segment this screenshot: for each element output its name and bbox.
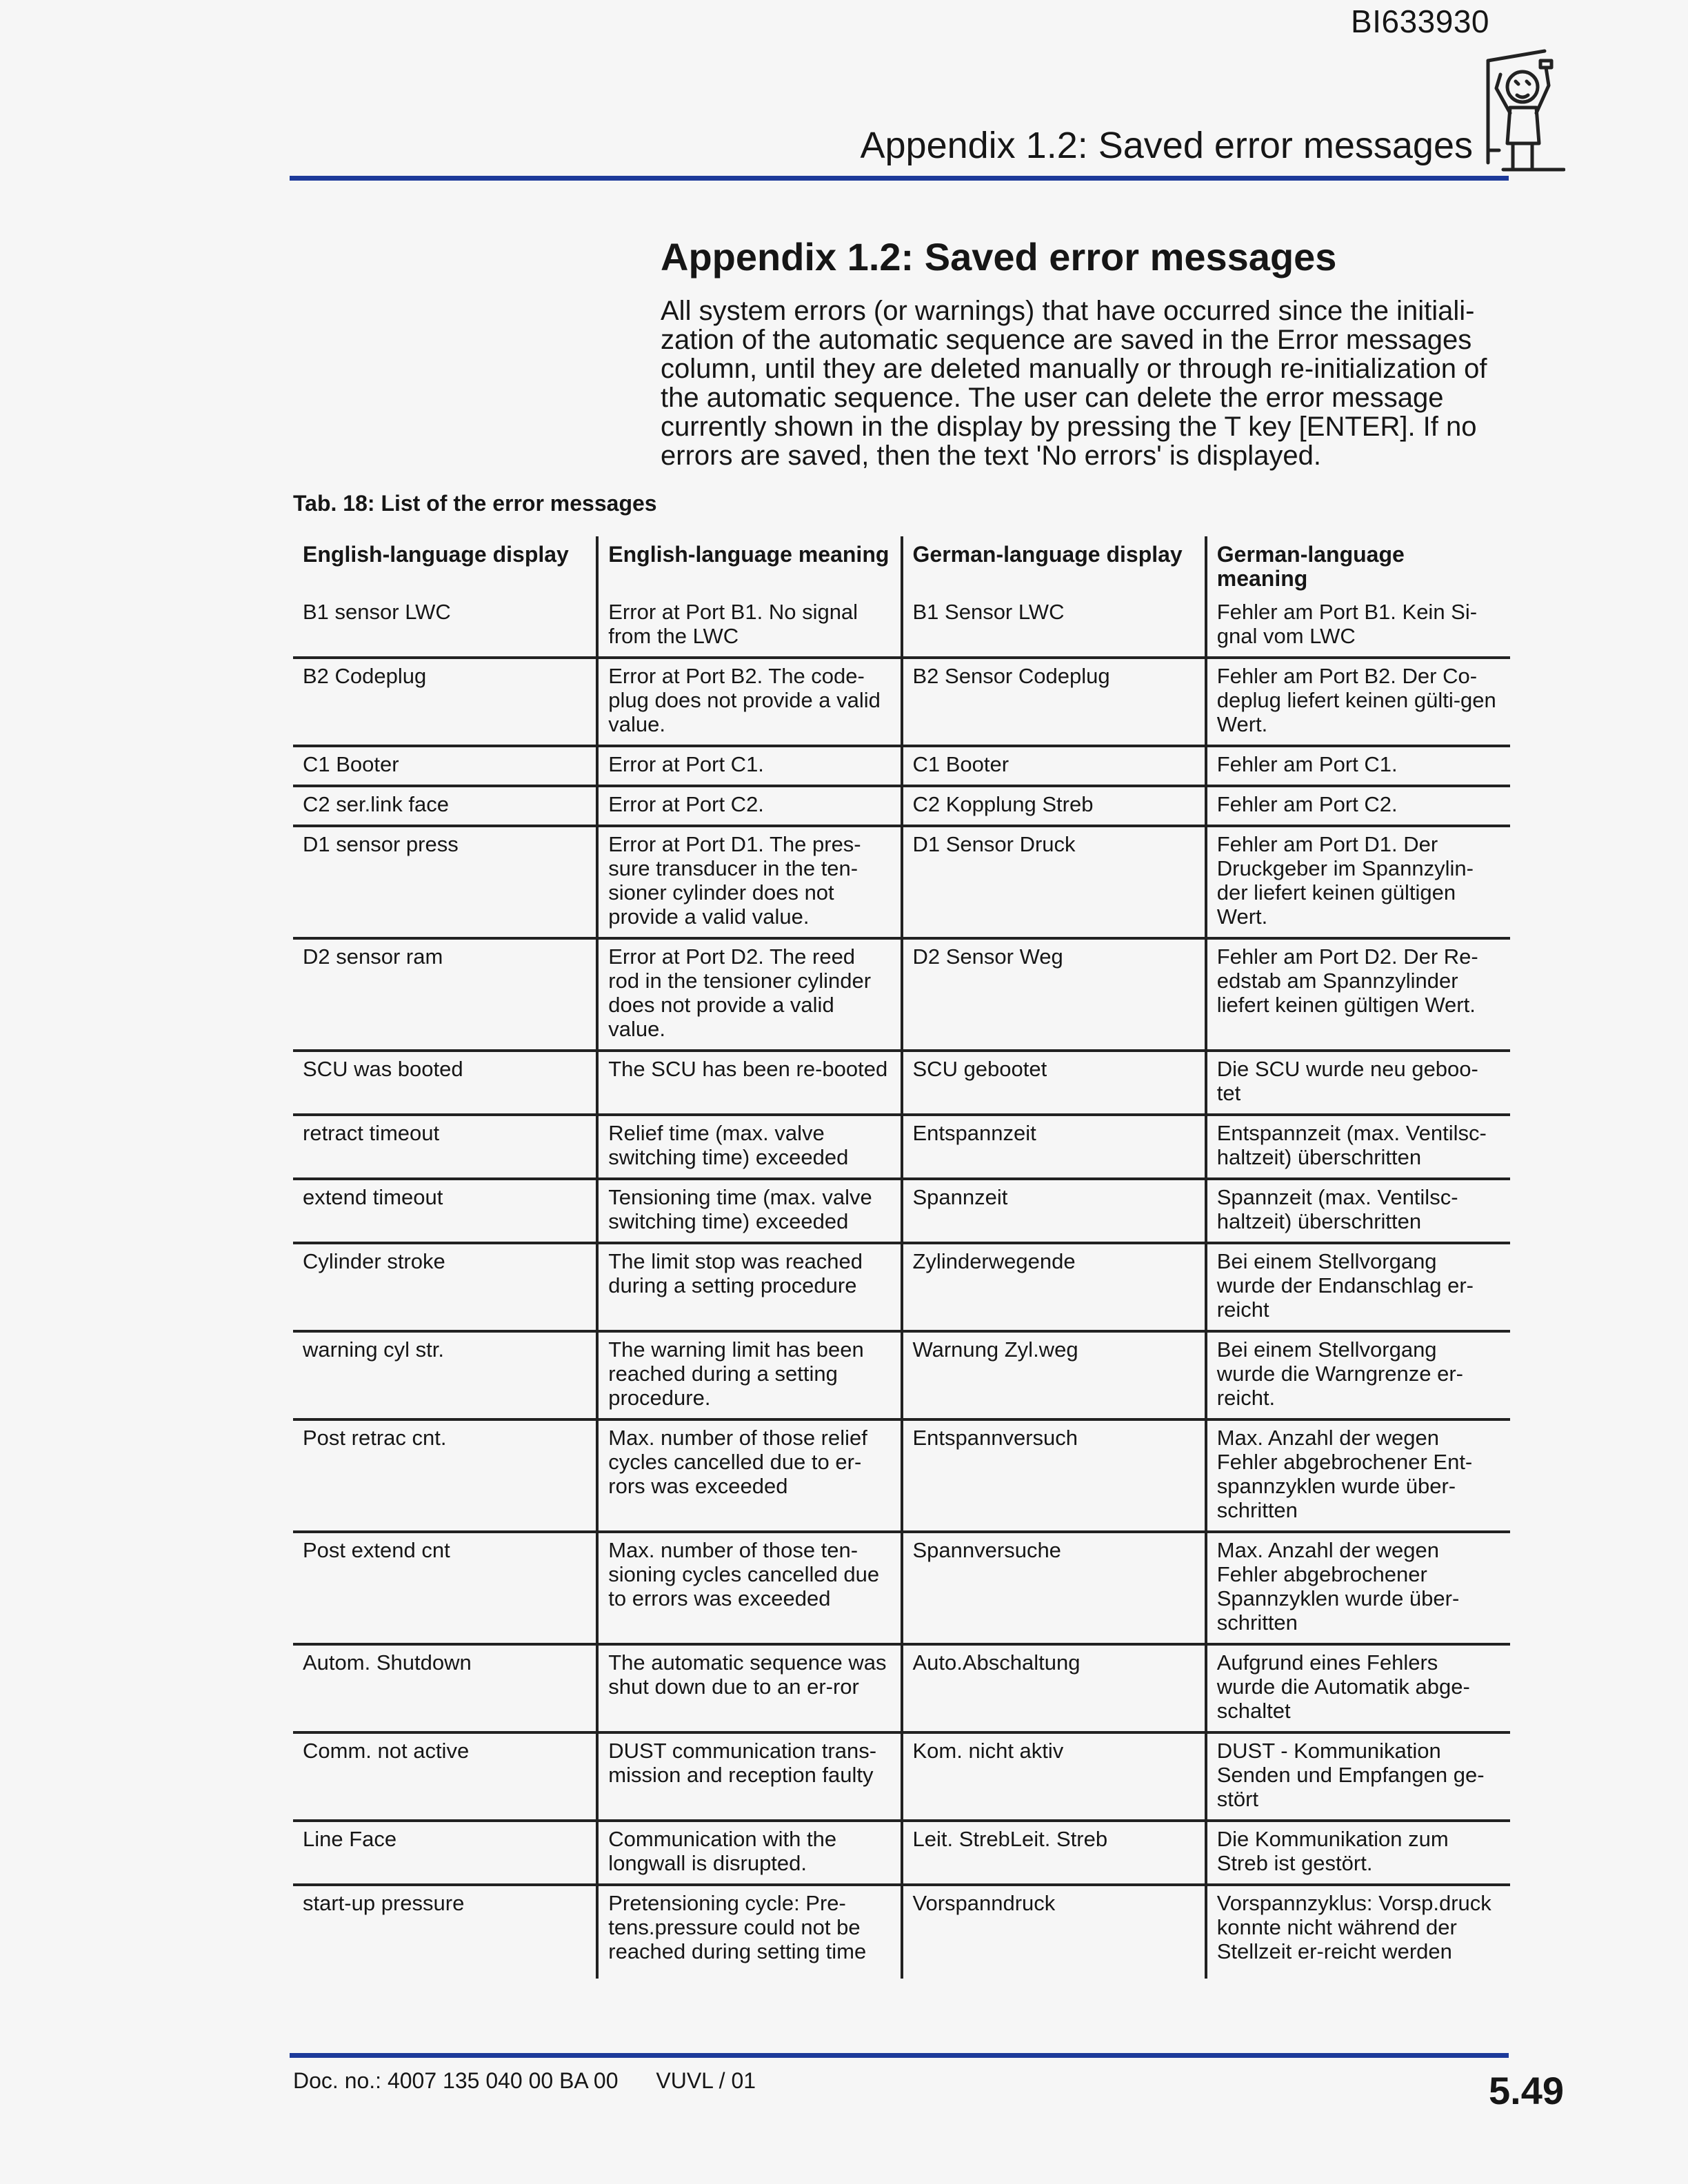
table-cell: Kom. nicht aktiv bbox=[902, 1732, 1206, 1821]
table-cell: Bei einem Stellvorgang wurde der Endanschlag er-reicht bbox=[1206, 1243, 1510, 1331]
table-cell: Entspannversuch bbox=[902, 1419, 1206, 1532]
table-cell: Post retrac cnt. bbox=[293, 1419, 597, 1532]
error-messages-table bbox=[293, 536, 1510, 1979]
table-cell: The automatic sequence was shut down due to an er-ror bbox=[597, 1644, 901, 1732]
column-header: English-language meaning bbox=[597, 536, 901, 595]
table-cell: Communication with the longwall is disrupted. bbox=[597, 1821, 901, 1885]
table-cell: SCU gebootet bbox=[902, 1051, 1206, 1115]
table-cell: D1 Sensor Druck bbox=[902, 826, 1206, 938]
table-cell: C2 Kopplung Streb bbox=[902, 786, 1206, 826]
table-row bbox=[293, 1644, 1510, 1732]
table-cell: D2 sensor ram bbox=[293, 938, 597, 1051]
table-row bbox=[293, 1885, 1510, 1979]
table-cell: Warnung Zyl.weg bbox=[902, 1331, 1206, 1419]
table-cell: extend timeout bbox=[293, 1179, 597, 1243]
table-cell: Max. number of those relief cycles cancelled due to er-rors was exceeded bbox=[597, 1419, 901, 1532]
table-cell: Entspannzeit bbox=[902, 1115, 1206, 1179]
table-cell: Error at Port C2. bbox=[597, 786, 901, 826]
column-header: German-language display bbox=[902, 536, 1206, 595]
table-row bbox=[293, 1532, 1510, 1644]
table-cell: The SCU has been re-booted bbox=[597, 1051, 901, 1115]
footer-divider bbox=[290, 2053, 1509, 2058]
table-cell: D1 sensor press bbox=[293, 826, 597, 938]
running-header-title: Appendix 1.2: Saved error messages bbox=[860, 125, 1473, 166]
worker-with-wrench-icon bbox=[1483, 47, 1565, 176]
document-number: Doc. no.: 4007 135 040 00 BA 00 bbox=[293, 2068, 619, 2093]
table-cell: The warning limit has been reached during a setting procedure. bbox=[597, 1331, 901, 1419]
table-cell: Spannzeit bbox=[902, 1179, 1206, 1243]
table-cell: The limit stop was reached during a setting procedure bbox=[597, 1243, 901, 1331]
table-cell: Die Kommunikation zum Streb ist gestört. bbox=[1206, 1821, 1510, 1885]
table-cell: D2 Sensor Weg bbox=[902, 938, 1206, 1051]
table-cell: Error at Port D1. The pres-sure transducer in the ten-sioner cylinder does not provide a valid value. bbox=[597, 826, 901, 938]
table-cell: Autom. Shutdown bbox=[293, 1644, 597, 1732]
table-cell: Aufgrund eines Fehlers wurde die Automatik abge-schaltet bbox=[1206, 1644, 1510, 1732]
column-header: German-language meaning bbox=[1206, 536, 1510, 595]
table-cell: C2 ser.link face bbox=[293, 786, 597, 826]
table-cell: Fehler am Port B2. Der Co-deplug liefert keinen gülti-gen Wert. bbox=[1206, 658, 1510, 746]
table-cell: start-up pressure bbox=[303, 1891, 465, 1915]
table-cell: Entspannzeit (max. Ventilsc-haltzeit) überschritten bbox=[1206, 1115, 1510, 1179]
table-cell: Fehler am Port C1. bbox=[1206, 746, 1510, 786]
table-cell: Relief time (max. valve switching time) exceeded bbox=[597, 1115, 901, 1179]
intro-paragraph: All system errors (or warnings) that have occurred since the initiali-zation of the automatic sequence are saved in the Error messages column, until they are deleted manually or through re-initialization of the automatic sequence. The user can delete the error message currently shown in the display by pressing the T key [ENTER]. If no errors are saved, then the text 'No errors' is displayed. bbox=[661, 296, 1487, 471]
table-cell: Fehler am Port D1. Der Druckgeber im Spannzylin-der liefert keinen gültigen Wert. bbox=[1206, 826, 1510, 938]
table-cell: Line Face bbox=[293, 1821, 597, 1885]
table-cell: Error at Port C1. bbox=[597, 746, 901, 786]
table-cell: Error at Port B2. The code-plug does not provide a valid value. bbox=[597, 658, 901, 746]
footer-doc-info bbox=[293, 2068, 756, 2094]
table-cell: Bei einem Stellvorgang wurde die Warngrenze er-reicht. bbox=[1206, 1331, 1510, 1419]
table-cell: C1 Booter bbox=[293, 746, 597, 786]
table-cell: warning cyl str. bbox=[293, 1331, 597, 1419]
table-cell: Max. Anzahl der wegen Fehler abgebrochener Ent-spannzyklen wurde über-schritten bbox=[1206, 1419, 1510, 1532]
table-row bbox=[293, 1419, 1510, 1532]
table-cell: Max. number of those ten-sioning cycles cancelled due to errors was exceeded bbox=[597, 1532, 901, 1644]
table-row bbox=[293, 746, 1510, 786]
table-cell: Leit. StrebLeit. Streb bbox=[902, 1821, 1206, 1885]
table-cell: Auto.Abschaltung bbox=[902, 1644, 1206, 1732]
table-row bbox=[293, 938, 1510, 1051]
table-cell: retract timeout bbox=[293, 1115, 597, 1179]
table-row bbox=[293, 786, 1510, 826]
table-cell: B2 Codeplug bbox=[293, 658, 597, 746]
table-cell: Fehler am Port B1. Kein Si-gnal vom LWC bbox=[1206, 595, 1510, 658]
table-cell: B2 Sensor Codeplug bbox=[902, 658, 1206, 746]
table-cell: DUST - Kommunikation Senden und Empfangen ge-stört bbox=[1206, 1732, 1510, 1821]
table-caption: Tab. 18: List of the error messages bbox=[293, 491, 657, 516]
table-row bbox=[293, 1051, 1510, 1115]
table-cell: Comm. not active bbox=[293, 1732, 597, 1821]
table-cell: Spannversuche bbox=[902, 1532, 1206, 1644]
document-version: VUVL / 01 bbox=[656, 2068, 756, 2093]
table-row bbox=[293, 1331, 1510, 1419]
table-cell: B1 Sensor LWC bbox=[902, 595, 1206, 658]
table-row bbox=[293, 658, 1510, 746]
table-cell: Pretensioning cycle: Pre-tens.pressure could not be reached during setting time bbox=[597, 1885, 901, 1979]
table-cell: Post extend cnt bbox=[293, 1532, 597, 1644]
table-cell: Error at Port B1. No signal from the LWC bbox=[597, 595, 901, 658]
table-row bbox=[293, 1179, 1510, 1243]
table-cell: Cylinder stroke bbox=[293, 1243, 597, 1331]
page-number: 5.49 bbox=[1489, 2069, 1564, 2112]
document-id: BI633930 bbox=[1351, 3, 1489, 39]
table-cell: Zylinderwegende bbox=[902, 1243, 1206, 1331]
table-row bbox=[293, 826, 1510, 938]
table-cell: Fehler am Port C2. bbox=[1206, 786, 1510, 826]
table-cell: Error at Port D2. The reed rod in the tensioner cylinder does not provide a valid value. bbox=[597, 938, 901, 1051]
table-cell: DUST communication trans-mission and reception faulty bbox=[597, 1732, 901, 1821]
table-cell: Die SCU wurde neu geboo-tet bbox=[1206, 1051, 1510, 1115]
table-cell: Vorspanndruck bbox=[902, 1885, 1206, 1979]
table-cell: Vorspannzyklus: Vorsp.druck konnte nicht während der Stellzeit er-reicht werden bbox=[1206, 1885, 1510, 1979]
table-cell: B1 sensor LWC bbox=[293, 595, 597, 658]
header-divider bbox=[290, 176, 1509, 181]
table-row bbox=[293, 1115, 1510, 1179]
table-cell: SCU was booted bbox=[293, 1051, 597, 1115]
table-row bbox=[293, 1821, 1510, 1885]
table-body bbox=[293, 595, 1510, 1979]
table-header-row bbox=[293, 536, 1510, 595]
table-cell: Spannzeit (max. Ventilsc-haltzeit) überschritten bbox=[1206, 1179, 1510, 1243]
section-title: Appendix 1.2: Saved error messages bbox=[661, 235, 1337, 279]
table-row bbox=[293, 1732, 1510, 1821]
table-cell: Tensioning time (max. valve switching time) exceeded bbox=[597, 1179, 901, 1243]
table-cell: Fehler am Port D2. Der Re-edstab am Spannzylinder liefert keinen gültigen Wert. bbox=[1206, 938, 1510, 1051]
column-header: English-language display bbox=[303, 542, 569, 567]
table-row bbox=[293, 595, 1510, 658]
table-row bbox=[293, 1243, 1510, 1331]
table-cell: C1 Booter bbox=[902, 746, 1206, 786]
table-cell: Max. Anzahl der wegen Fehler abgebrochener Spannzyklen wurde über-schritten bbox=[1206, 1532, 1510, 1644]
